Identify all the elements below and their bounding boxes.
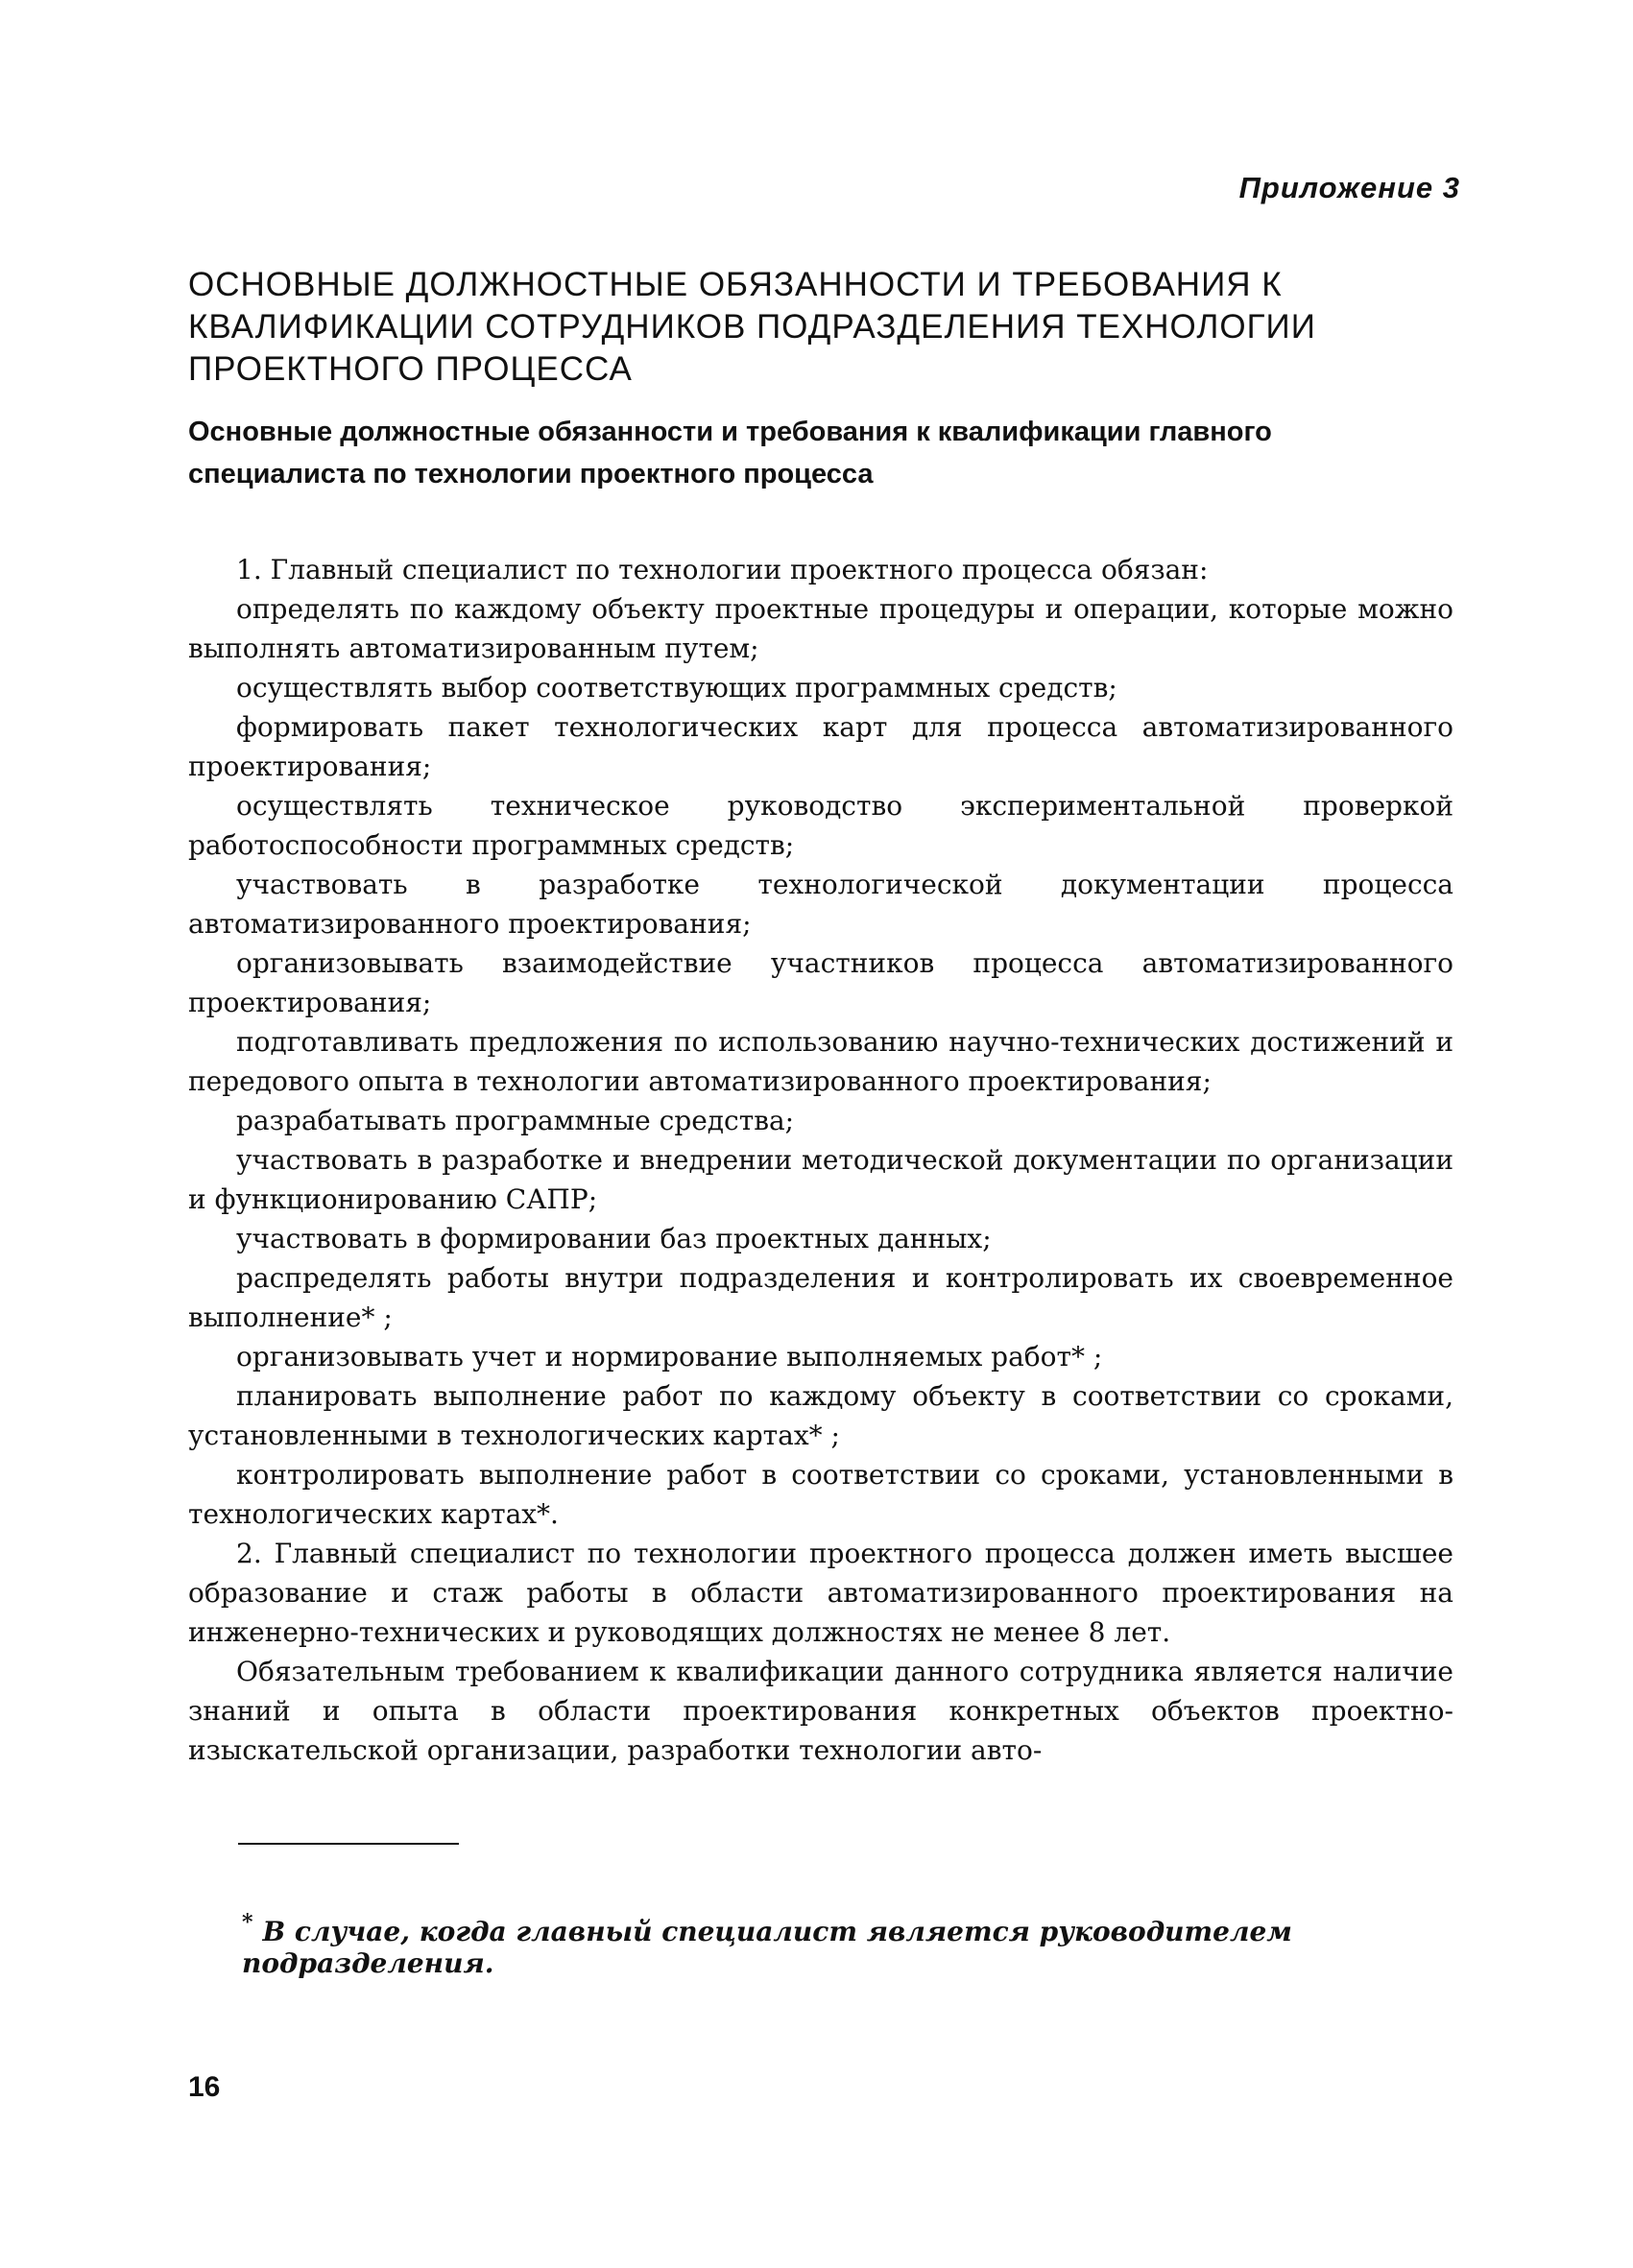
footnote-divider [238, 1843, 459, 1845]
appendix-label: Приложение 3 [1238, 171, 1460, 204]
footnote-text: В случае, когда главный специалист является руководителем подразделения. [242, 1916, 1292, 1979]
paragraph: подготавливать предложения по использованию научно-технических достижений и передового опыта в технологии автоматизированного проектирования; [188, 1026, 1453, 1097]
paragraph: осуществлять выбор соответствующих программных средств; [236, 672, 1117, 704]
paragraph: определять по каждому объекту проектные процедуры и операции, которые можно выполнять автоматизированным путем; [188, 593, 1453, 664]
paragraph: участвовать в разработке и внедрении методической документации по организации и функционированию САПР; [188, 1144, 1453, 1215]
page-number: 16 [188, 2071, 221, 2103]
main-title: ОСНОВНЫЕ ДОЛЖНОСТНЫЕ ОБЯЗАННОСТИ И ТРЕБОВАНИЯ К КВАЛИФИКАЦИИ СОТРУДНИКОВ ПОДРАЗДЕЛЕНИЯ ТЕХНОЛОГИИ ПРОЕКТНОГО ПРОЦЕССА [188, 266, 1316, 388]
footnote [242, 1910, 1490, 1979]
paragraph: участвовать в разработке технологической документации процесса автоматизированного проектирования; [188, 869, 1453, 940]
sub-title: Основные должностные обязанности и требования к квалификации главного специалиста по технологии проектного процесса [188, 417, 1272, 489]
paragraph: участвовать в формировании баз проектных данных; [236, 1223, 992, 1254]
paragraph: организовывать учет и нормирование выполняемых работ* ; [236, 1341, 1103, 1373]
paragraph: планировать выполнение работ по каждому объекту в соответствии со сроками, установленными в технологических картах* ; [188, 1380, 1453, 1451]
paragraph: распределять работы внутри подразделения и контролировать их своевременное выполнение* ; [188, 1262, 1453, 1333]
body-text [188, 550, 1453, 1770]
paragraph: контролировать выполнение работ в соответствии со сроками, установленными в технологических картах*. [188, 1459, 1453, 1530]
footnote-marker: * [242, 1910, 253, 1935]
paragraph: Обязательным требованием к квалификации данного сотрудника является наличие знаний и опыта в области проектирования конкретных объектов проектно-изыскательской организации, разработки технологии авто- [188, 1656, 1453, 1766]
paragraph: 2. Главный специалист по технологии проектного процесса должен иметь высшее образование и стаж работы в области автоматизированного проектирования на инженерно-технических и руководящих должностях не менее 8 лет. [188, 1538, 1453, 1648]
paragraph: разрабатывать программные средства; [236, 1105, 795, 1136]
paragraph: 1. Главный специалист по технологии проектного процесса обязан: [236, 554, 1209, 585]
paragraph: организовывать взаимодействие участников процесса автоматизированного проектирования; [188, 947, 1453, 1018]
paragraph: формировать пакет технологических карт для процесса автоматизированного проектирования; [188, 711, 1453, 782]
paragraph: осуществлять техническое руководство экспериментальной проверкой работоспособности программных средств; [188, 790, 1453, 861]
